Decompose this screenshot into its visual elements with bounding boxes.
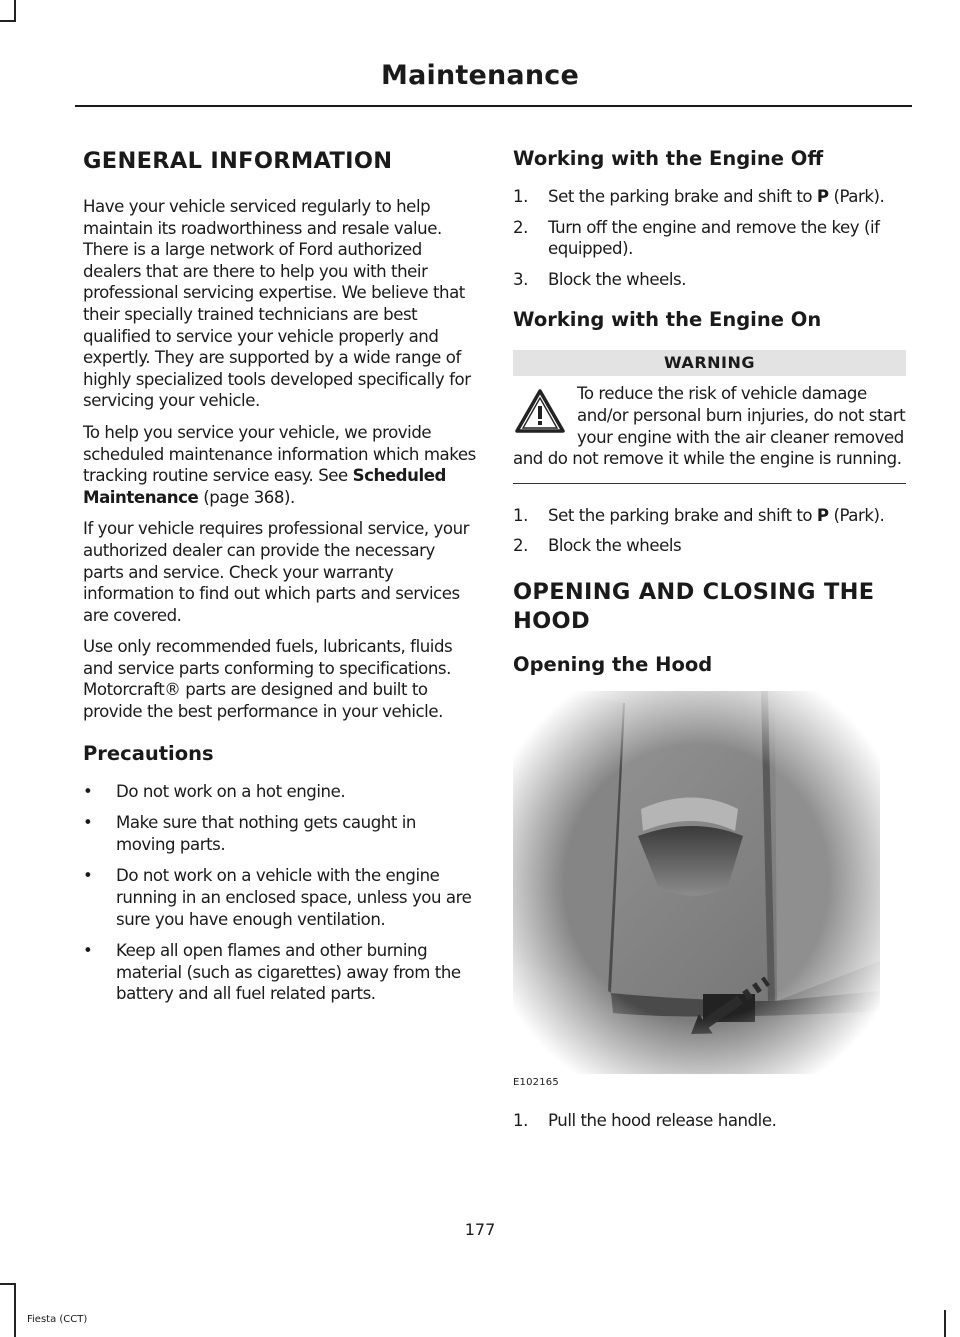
step-number: 3. xyxy=(513,269,528,289)
bullet-icon: • xyxy=(83,866,93,886)
gear-position: P xyxy=(816,505,829,525)
engine-on-heading: Working with the Engine On xyxy=(513,308,822,332)
precautions-heading: Precautions xyxy=(83,741,214,765)
crop-mark xyxy=(944,1310,946,1337)
step-number: 2. xyxy=(513,217,528,237)
bullet-icon: • xyxy=(83,941,93,961)
crop-mark xyxy=(14,0,16,22)
hood-heading xyxy=(513,578,906,636)
bullet-icon: • xyxy=(83,813,93,833)
left-column xyxy=(83,142,478,1005)
general-paragraph-3: If your vehicle requires professional service, your authorized dealer can provide the necessary parts and service. Check your warranty information to find out which parts and services are covered. xyxy=(83,519,470,625)
engine-off-heading: Working with the Engine Off xyxy=(513,147,824,170)
warning-body xyxy=(513,376,906,469)
hood-release-figure xyxy=(513,691,906,1088)
general-information-heading: GENERAL INFORMATION xyxy=(83,148,393,174)
warning-text: To reduce the risk of vehicle damage and/or personal burn injuries, do not start your engine with the air cleaner removed and do not remove it while the engine is running. xyxy=(513,384,906,469)
page-reference: (page 368). xyxy=(198,487,295,507)
list-item xyxy=(513,535,906,557)
warning-box xyxy=(513,350,906,483)
hood-release-illustration xyxy=(513,691,880,1074)
list-item-text: Make sure that nothing gets caught in moving parts. xyxy=(116,813,416,854)
list-item-text: Do not work on a vehicle with the engine running in an enclosed space, unless you are sure you have enough ventilation. xyxy=(116,866,472,929)
step-text: Block the wheels. xyxy=(548,269,687,289)
scheduled-maintenance-link[interactable]: Scheduled Maintenance xyxy=(83,466,446,507)
warning-divider xyxy=(513,483,906,484)
step-number: 2. xyxy=(513,536,528,556)
warning-label: WARNING xyxy=(513,350,906,376)
step-text: Set the parking brake and shift to xyxy=(548,505,817,525)
list-item xyxy=(83,812,478,855)
list-item xyxy=(513,505,906,527)
footer-model: Fiesta (CCT) xyxy=(27,1314,88,1325)
step-number: 1. xyxy=(513,187,528,206)
step-text: Block the wheels xyxy=(548,536,682,556)
step-text-tail: (Park). xyxy=(828,505,885,525)
list-item xyxy=(513,1110,906,1132)
opening-hood-heading: Opening the Hood xyxy=(513,652,713,676)
engine-off-steps xyxy=(513,186,906,290)
bullet-icon: • xyxy=(83,781,93,801)
page-number: 177 xyxy=(464,1220,496,1239)
header-divider xyxy=(75,105,912,107)
paragraph-text: To help you service your vehicle, we provide scheduled maintenance information which makes tracking routine service easy. See xyxy=(83,422,476,486)
hood-heading-text: OPENING AND CLOSING THE HOOD xyxy=(513,578,875,634)
right-column xyxy=(513,142,906,1132)
page-title: Maintenance xyxy=(381,60,579,91)
general-paragraph-4: Use only recommended fuels, lubricants, fluids and service parts conforming to specifications. Motorcraft® parts are designed and built to provide the best performance in your vehicle. xyxy=(83,637,453,722)
figure-code: E102165 xyxy=(513,1076,559,1088)
list-item-text: Do not work on a hot engine. xyxy=(116,781,346,801)
list-item xyxy=(83,940,478,1005)
step-text: Pull the hood release handle. xyxy=(548,1110,777,1130)
step-text: Set the parking brake and shift to xyxy=(548,187,817,206)
crop-mark xyxy=(0,1283,16,1285)
crop-mark xyxy=(14,1283,16,1337)
step-number: 1. xyxy=(513,1110,528,1130)
step-text-tail: (Park). xyxy=(828,187,885,206)
engine-on-steps xyxy=(513,505,906,557)
list-item xyxy=(513,217,906,260)
list-item xyxy=(83,865,478,930)
list-item-text: Keep all open flames and other burning material (such as cigarettes) away from the battery and all fuel related parts. xyxy=(116,941,461,1004)
gear-position: P xyxy=(816,187,829,206)
list-item xyxy=(513,186,906,208)
precautions-list xyxy=(83,781,478,1005)
general-paragraph-1: Have your vehicle serviced regularly to help maintain its roadworthiness and resale value. There is a large network of Ford authorized dealers that are there to help you with their professional servicing expertise. We believe that their specially trained technicians are best qualified to service your vehicle properly and expertly. They are supported by a wide range of highly specialized tools developed specifically for servicing your vehicle. xyxy=(83,197,471,411)
list-item xyxy=(83,781,478,803)
general-paragraph-2 xyxy=(83,422,478,508)
list-item xyxy=(513,269,906,291)
warning-triangle-icon xyxy=(513,387,567,435)
crop-mark xyxy=(0,20,16,22)
step-number: 1. xyxy=(513,505,528,525)
hood-steps xyxy=(513,1110,906,1132)
step-text: Turn off the engine and remove the key (if equipped). xyxy=(548,217,880,259)
